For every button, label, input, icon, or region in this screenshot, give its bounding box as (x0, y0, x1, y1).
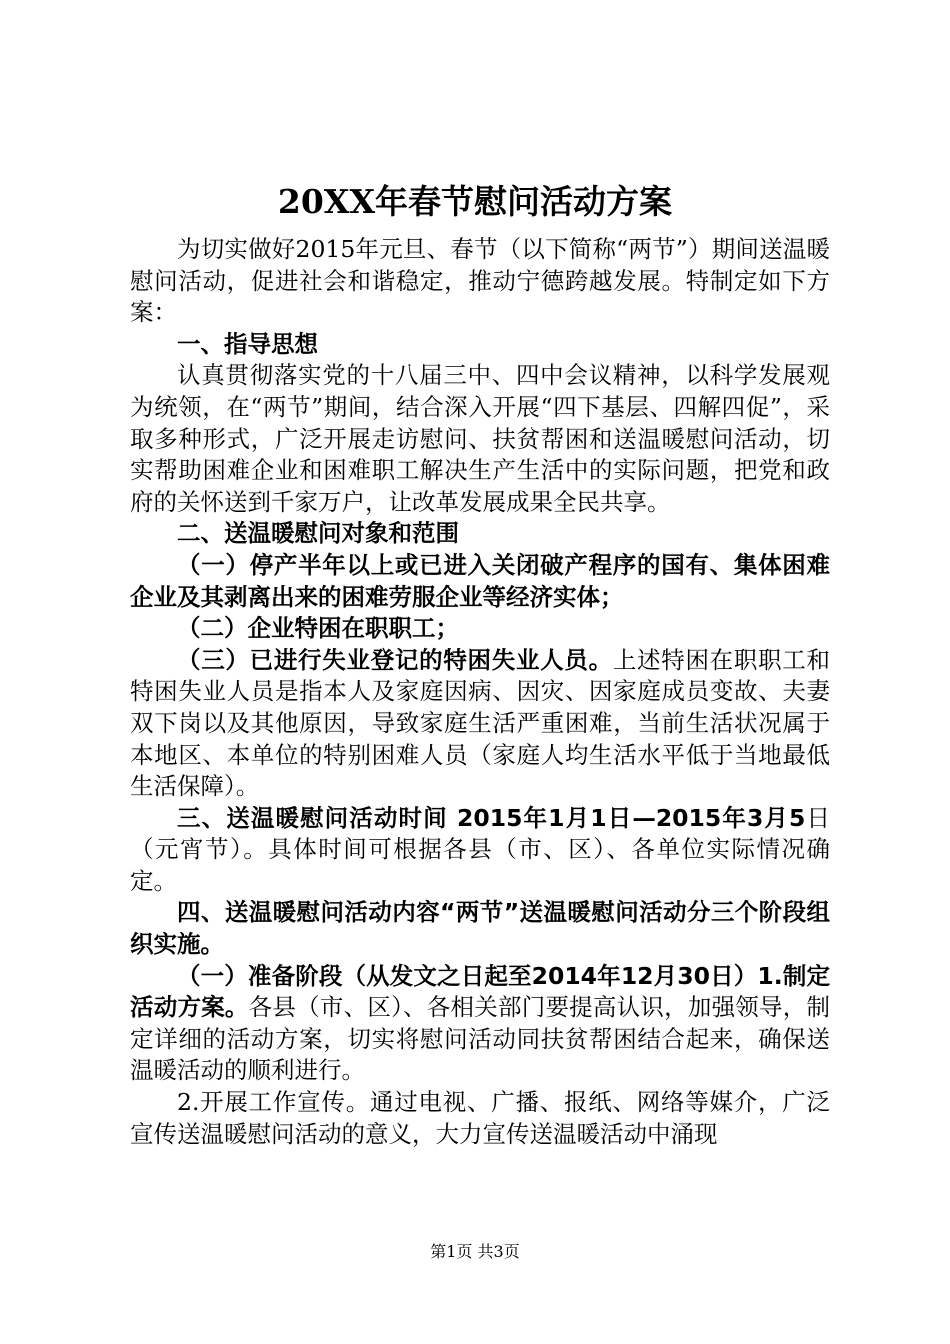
target-item-1: （一）停产半年以上或已进入关闭破产程序的国有、集体困难企业及其剥离出来的困难劳服企业等经济实体； (130, 550, 830, 611)
activity-time-paragraph (130, 803, 830, 898)
section-heading-targets: 二、送温暖慰问对象和范围 (177, 519, 459, 548)
section-heading-guiding-ideology: 一、指导思想 (177, 329, 318, 358)
publicity-paragraph: 2.开展工作宣传。通过电视、广播、报纸、网络等媒介，广泛宣传送温暖慰问活动的意义，大力宣传送温暖活动中涌现 (130, 1088, 830, 1148)
document-title: 20XX年春节慰问活动方案 (277, 182, 673, 221)
page-number-footer: 第1页 共3页 (430, 1242, 520, 1261)
activity-time-text: 日（元宵节）。具体时间可根据各县（市、区）、各单位实际情况确定。 (130, 803, 831, 895)
intro-paragraph: 为切实做好2015年元旦、春节（以下简称“两节”）期间送温暖慰问活动，促进社会和谐稳定，推动宁德跨越发展。特制定如下方案： (130, 235, 830, 327)
preparation-stage-paragraph (130, 961, 830, 1087)
target-item-2: （二）企业特困在职职工； (177, 614, 459, 643)
activity-content-heading: 四、送温暖慰问活动内容“两节”送温暖慰问活动分三个阶段组织实施。 (130, 898, 830, 959)
target-item-3-heading: （三）已进行失业登记的特困失业人员。 (177, 645, 613, 674)
guiding-ideology-paragraph: 认真贯彻落实党的十八届三中、四中会议精神，以科学发展观为统领，在“两节”期间，结合深入开展“四下基层、四解四促”，采取多种形式，广泛开展走访慰问、扶贫帮困和送温暖慰问活动，切实帮助困难企业和困难职工解决生产生活中的实际问题，把党和政府的关怀送到千家万户，让改革发展成果全民共享。 (130, 361, 830, 516)
activity-time-heading: 三、送温暖慰问活动时间 2015年1月1日—2015年3月5 (177, 803, 806, 832)
preparation-stage-heading: （一）准备阶段（从发文之日起至2014年12月30日）1.制定活动方案。 (130, 961, 830, 1022)
target-item-3 (130, 645, 830, 803)
preparation-stage-text: 各县（市、区）、各相关部门要提高认识，加强领导，制定详细的活动方案，切实将慰问活动同扶贫帮困结合起来，确保送温暖活动的顺利进行。 (130, 993, 831, 1085)
target-item-3-text: 上述特困在职职工和特困失业人员是指本人及家庭因病、因灾、因家庭成员变故、夫妻双下岗以及其他原因，导致家庭生活严重困难，当前生活状况属于本地区、本单位的特别困难人员（家庭人均生活水平低于当地最低生活保障）。 (130, 645, 831, 801)
document-body (130, 234, 830, 1150)
